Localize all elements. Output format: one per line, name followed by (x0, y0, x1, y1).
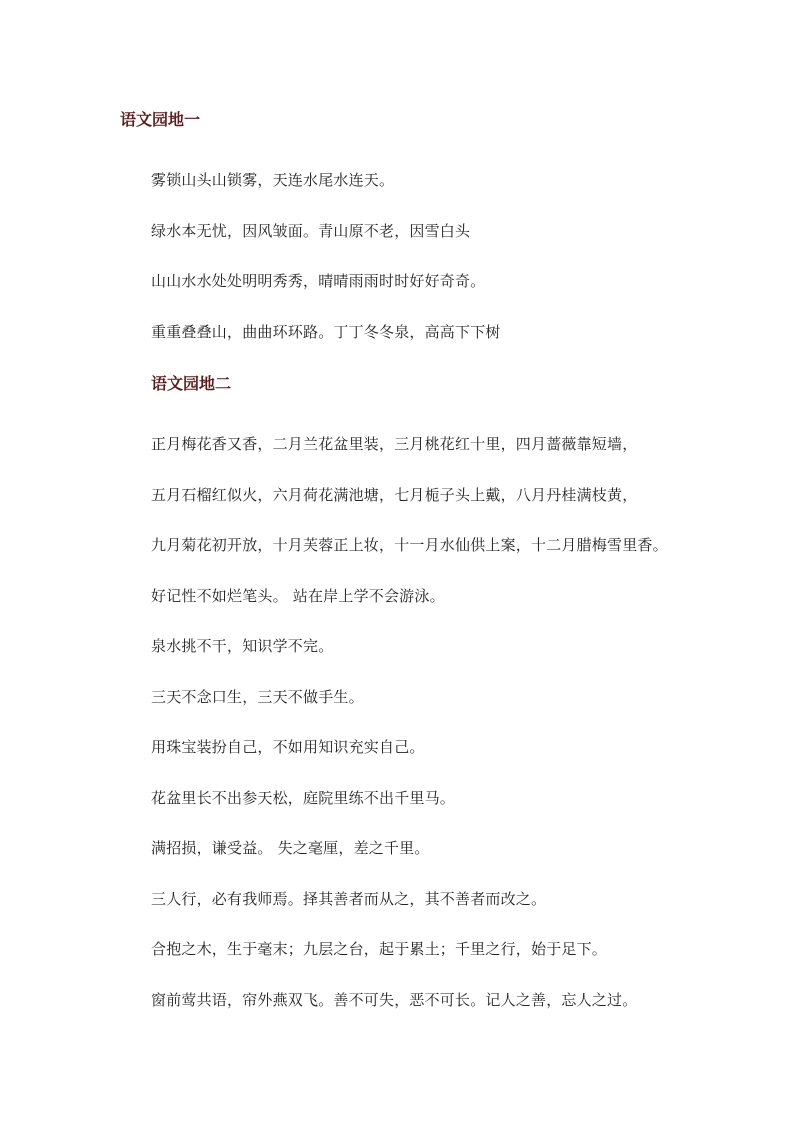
text-line: 合抱之木，生于毫末；九层之台，起于累土；千里之行，始于足下。 (151, 940, 608, 958)
text-line: 用珠宝装扮自己，不如用知识充实自己。 (151, 738, 425, 756)
text-line: 重重叠叠山，曲曲环环路。丁丁冬冬泉，高高下下树 (151, 323, 501, 341)
text-line: 三人行，必有我师焉。择其善者而从之，其不善者而改之。 (151, 890, 547, 908)
text-line: 满招损，谦受益。 失之毫厘，差之千里。 (151, 839, 430, 857)
text-line: 山山水水处处明明秀秀，晴晴雨雨时时好好奇奇。 (151, 272, 486, 290)
text-line: 三天不念口生，三天不做手生。 (151, 688, 364, 706)
text-line: 泉水挑不干，知识学不完。 (151, 637, 334, 655)
text-line: 花盆里长不出参天松，庭院里练不出千里马。 (151, 789, 456, 807)
text-line: 雾锁山头山锁雾，天连水尾水连天。 (151, 171, 395, 189)
text-line: 窗前莺共语，帘外燕双飞。善不可失，恶不可长。记人之善，忘人之过。 (151, 991, 638, 1009)
section-title-1: 语文园地一 (120, 110, 201, 129)
text-line: 绿水本无忧，因风皱面。青山原不老，因雪白头 (151, 222, 471, 240)
text-line: 好记性不如烂笔头。 站在岸上学不会游泳。 (151, 587, 445, 605)
text-line: 五月石榴红似火，六月荷花满池塘，七月栀子头上戴，八月丹桂满枝黄， (151, 486, 638, 504)
section-title-2: 语文园地二 (151, 374, 232, 393)
text-line: 正月梅花香又香，二月兰花盆里装，三月桃花红十里，四月蔷薇靠短墙， (151, 435, 638, 453)
text-line: 九月菊花初开放，十月芙蓉正上妆，十一月水仙供上案，十二月腊梅雪里香。 (151, 536, 668, 554)
